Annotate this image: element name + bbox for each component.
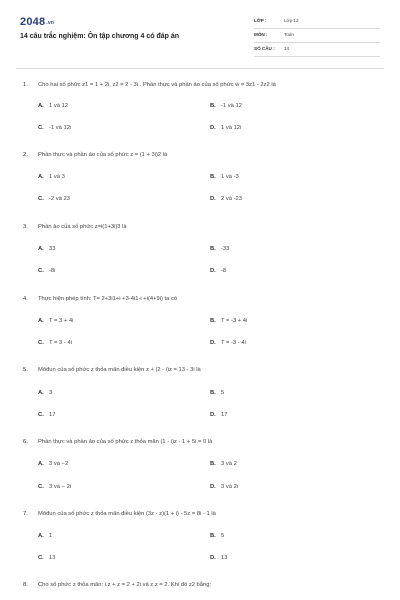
option-b[interactable]: B. -1 và 12: [210, 103, 242, 109]
option-d[interactable]: D. 1 và 12i: [210, 125, 242, 131]
option-b[interactable]: B. 5: [210, 390, 225, 396]
option-b[interactable]: B. 1 và -3: [210, 174, 239, 180]
meta-grade: [254, 17, 380, 29]
option-d[interactable]: D. -8: [210, 268, 227, 274]
option-a[interactable]: A. 3: [38, 390, 53, 396]
meta-grade-value: Lớp 12: [284, 18, 299, 23]
option-b[interactable]: B. -33: [210, 246, 230, 252]
option-b[interactable]: B. 5: [210, 533, 225, 539]
option-a[interactable]: A. 3 và −2: [38, 461, 69, 467]
meta-subject-label: MÔN :: [254, 32, 268, 37]
meta-count-value: 14: [284, 46, 290, 51]
meta-count: [254, 45, 380, 57]
option-a[interactable]: A. 1 và 3: [38, 174, 65, 180]
header-divider: [16, 68, 384, 69]
option-d[interactable]: D. 3 và 2i: [210, 484, 239, 490]
question-number: 1.: [23, 82, 28, 88]
meta-count-label: SỐ CÂU :: [254, 46, 275, 51]
option-d[interactable]: D. 13: [210, 555, 228, 561]
meta-subject-value: Toán: [284, 32, 294, 37]
option-c[interactable]: C. -1 và 12i: [38, 125, 72, 131]
question-stem: Cho hai số phức z1 = 1 + 2i, z2 = 2 - 3i . Phần thực và phần ảo của số phức w = 3z1 - 2z2 là: [38, 82, 276, 88]
question-number: 4.: [23, 296, 28, 302]
question-stem: Môđun của số phức z thỏa mãn điều kiện z + (2 - i)z = 13 - 3i là: [38, 367, 201, 373]
option-d[interactable]: D. T = -3 - 4i: [210, 340, 246, 346]
option-c[interactable]: C. 17: [38, 412, 56, 418]
option-c[interactable]: C. 3 và − 2i: [38, 484, 72, 490]
option-c[interactable]: C. -2 và 23: [38, 196, 70, 202]
option-c[interactable]: C. 13: [38, 555, 56, 561]
option-a[interactable]: A. 1: [38, 533, 53, 539]
option-a[interactable]: A. 33: [38, 246, 56, 252]
option-a[interactable]: A. T = 3 + 4i: [38, 318, 74, 324]
meta-grade-label: LỚP :: [254, 18, 267, 23]
question-number: 7.: [23, 511, 28, 517]
meta-subject: [254, 31, 380, 43]
document-title: 14 câu trắc nghiệm: Ôn tập chương 4 có đáp án: [20, 33, 180, 40]
question-stem: Phần thực và phần ảo của số phức z thỏa mãn (1 - i)z - 1 + 5i = 0 là: [38, 439, 213, 445]
option-d[interactable]: D. 17: [210, 412, 228, 418]
question-number: 2.: [23, 152, 28, 158]
option-c[interactable]: C. -8i: [38, 268, 56, 274]
question-number: 3.: [23, 224, 28, 230]
document-header: [0, 0, 400, 72]
question-stem: Thực hiện phép tính: T= 2+3i1+i +3-4i1-i +i(4+9i) ta có: [38, 296, 178, 302]
logo-tld: .vn: [46, 20, 55, 26]
question-number: 6.: [23, 439, 28, 445]
site-logo[interactable]: [20, 16, 54, 28]
question-number: 8.: [23, 582, 28, 588]
option-c[interactable]: C. T = 3 - 4i: [38, 340, 72, 346]
logo-main: 2048: [20, 16, 46, 28]
question-stem: Cho số phức z thỏa mãn: i.z + z = 2 + 2i và z.z = 2. Khi đó z2 bằng:: [38, 582, 212, 588]
option-d[interactable]: D. 2 và -23: [210, 196, 242, 202]
question-stem: Phần ảo của số phức z=i(1+3i)3 là: [38, 224, 127, 230]
option-b[interactable]: B. 3 và 2: [210, 461, 237, 467]
question-stem: Môđun của số phức z thỏa mãn điều kiện (3z - z)(1 + i) - 5z = 8i - 1 là: [38, 511, 216, 517]
option-b[interactable]: B. T = -3 + 4i: [210, 318, 248, 324]
question-stem: Phần thực và phần ảo của số phức z = (1 + 3i)2 là: [38, 152, 168, 158]
question-number: 5.: [23, 367, 28, 373]
option-a[interactable]: A. 1 và 12: [38, 103, 69, 109]
